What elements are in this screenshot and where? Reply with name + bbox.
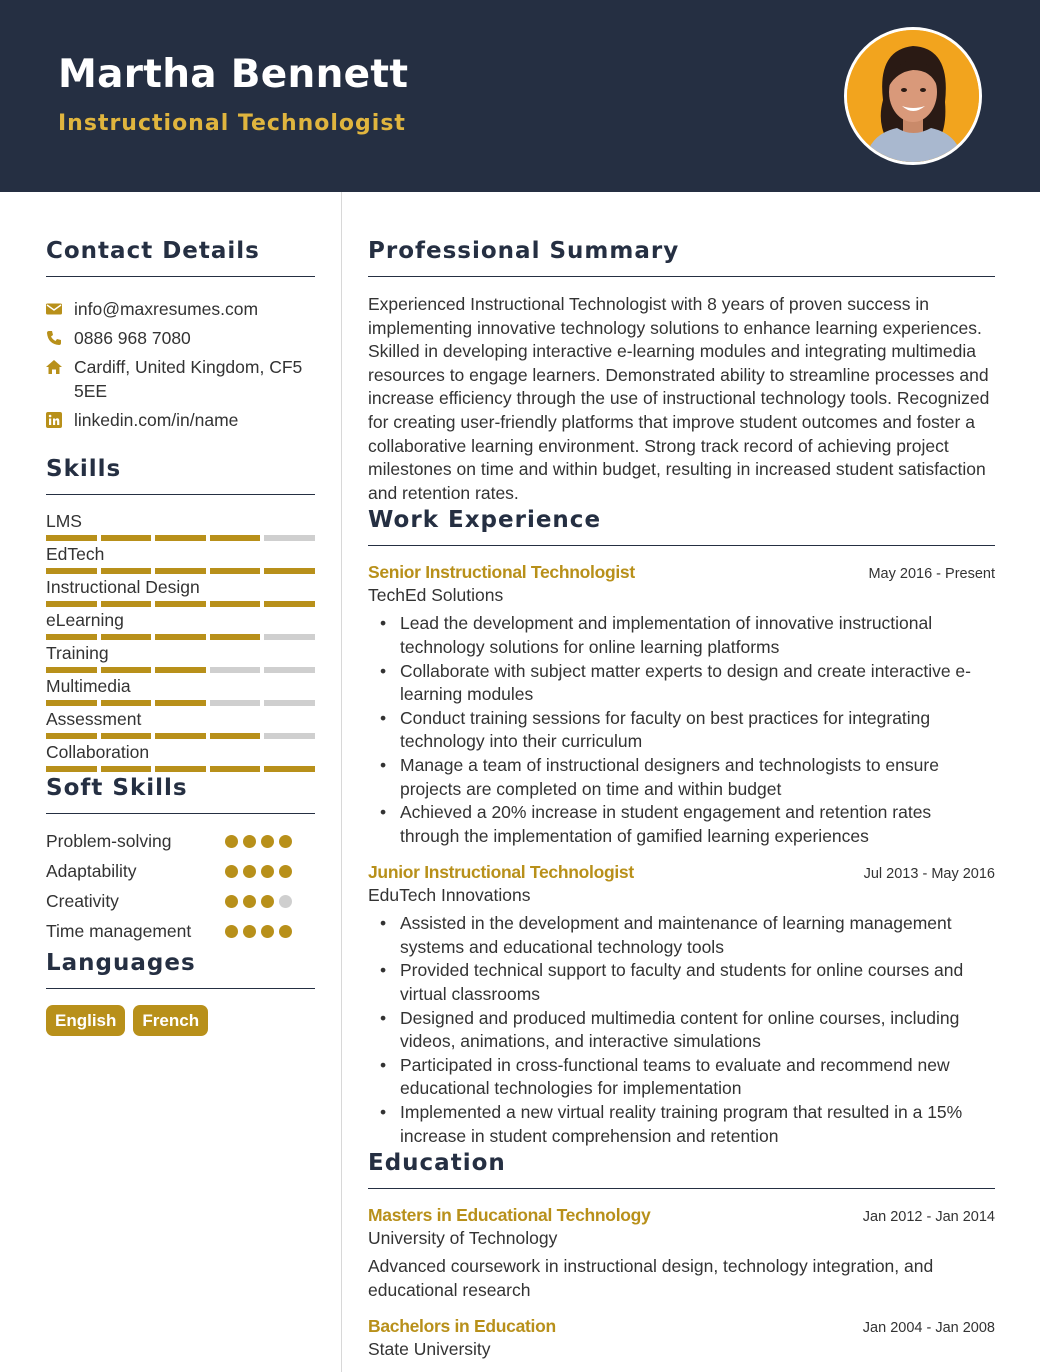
rating-dot xyxy=(225,865,238,878)
skills-list xyxy=(46,511,315,772)
experience-rule xyxy=(368,545,995,546)
soft-skill-item xyxy=(46,860,315,883)
soft-skill-item xyxy=(46,890,315,913)
rating-dot xyxy=(225,925,238,938)
skill-level-segment xyxy=(101,667,152,673)
degree-dates: Jan 2004 - Jan 2008 xyxy=(862,1320,995,1337)
skill-name: LMS xyxy=(46,511,82,531)
skill-level-segment xyxy=(155,733,206,739)
soft-skill-name: Problem-solving xyxy=(46,831,172,851)
summary-heading: Professional Summary xyxy=(368,238,680,264)
skill-level-segment xyxy=(210,667,261,673)
skill-level-segment xyxy=(264,667,315,673)
skill-item xyxy=(46,544,315,574)
skill-level-segment xyxy=(101,733,152,739)
job-dates: Jul 2013 - May 2016 xyxy=(863,866,995,883)
job-bullet: • Conduct training sessions for faculty on best practices for integrating technology into their curriculum xyxy=(368,707,995,754)
education-entry xyxy=(368,1316,995,1360)
skills-heading: Skills xyxy=(46,456,122,482)
skill-level-segment xyxy=(46,766,97,772)
skill-level-segment xyxy=(101,535,152,541)
skill-level-segment xyxy=(210,700,261,706)
skill-level-segment xyxy=(264,700,315,706)
skill-level-segment xyxy=(264,634,315,640)
languages-heading: Languages xyxy=(46,950,196,976)
job-bullet: • Achieved a 20% increase in student engagement and retention rates through the implementation of gamified learning experiences xyxy=(368,801,995,848)
contact-address xyxy=(46,355,315,403)
skill-level-bar xyxy=(46,535,315,541)
degree-title: Bachelors in Education xyxy=(368,1316,556,1337)
degree-description: Advanced coursework in instructional design, technology integration, and educational research xyxy=(368,1256,934,1300)
rating-dot xyxy=(243,865,256,878)
skill-level-segment xyxy=(46,733,97,739)
languages-rule xyxy=(46,988,315,989)
education-entry xyxy=(368,1205,995,1302)
skill-level-segment xyxy=(264,733,315,739)
contact-email-text: info@maxresumes.com xyxy=(74,299,259,319)
experience-section xyxy=(368,507,995,1148)
skill-level-segment xyxy=(264,568,315,574)
skill-name: Instructional Design xyxy=(46,577,200,597)
soft-skills-list xyxy=(46,830,315,943)
skill-name: Multimedia xyxy=(46,676,131,696)
rating-dot xyxy=(279,925,292,938)
education-section xyxy=(368,1150,995,1360)
skill-name: EdTech xyxy=(46,544,105,564)
contact-email xyxy=(46,297,315,321)
rating-dot xyxy=(261,895,274,908)
soft-skill-rating xyxy=(225,830,315,848)
languages-section xyxy=(46,950,315,1036)
skill-level-segment xyxy=(210,733,261,739)
job-bullet: • Implemented a new virtual reality training program that resulted in a 15% increase in student comprehension and retention xyxy=(368,1101,995,1148)
rating-dot xyxy=(279,865,292,878)
experience-heading: Work Experience xyxy=(368,507,602,534)
skill-name: Assessment xyxy=(46,709,142,729)
skill-item xyxy=(46,709,315,739)
job-company: EduTech Innovations xyxy=(368,885,531,906)
contact-address-text: Cardiff, United Kingdom, CF5 5EE xyxy=(74,357,303,401)
soft-skill-name: Time management xyxy=(46,921,192,941)
soft-skill-rating xyxy=(225,920,315,938)
job-bullet: • Designed and produced multimedia content for online courses, including videos, animations, and interactive simulations xyxy=(368,1007,995,1054)
job-company: TechEd Solutions xyxy=(368,585,504,606)
envelope-icon xyxy=(46,297,74,321)
rating-dot xyxy=(225,835,238,848)
job-bullet: • Lead the development and implementation of innovative instructional technology solutions for online learning platforms xyxy=(368,612,995,659)
skill-level-segment xyxy=(155,667,206,673)
skill-level-bar xyxy=(46,601,315,607)
soft-skills-heading: Soft Skills xyxy=(46,775,188,801)
skill-level-bar xyxy=(46,634,315,640)
skill-level-segment xyxy=(155,766,206,772)
skill-item xyxy=(46,610,315,640)
rating-dot xyxy=(261,865,274,878)
skill-item xyxy=(46,643,315,673)
rating-dot xyxy=(261,835,274,848)
portrait-image xyxy=(847,30,979,162)
soft-skills-section xyxy=(46,775,315,943)
contact-phone xyxy=(46,326,315,350)
phone-icon xyxy=(46,326,74,350)
rating-dot xyxy=(243,925,256,938)
skill-name: Training xyxy=(46,643,109,663)
languages-list xyxy=(46,1005,315,1036)
skill-level-segment xyxy=(46,568,97,574)
contact-phone-text: 0886 968 7080 xyxy=(74,328,191,348)
resume-header xyxy=(0,0,1040,192)
home-icon xyxy=(46,355,74,379)
soft-skills-rule xyxy=(46,813,315,814)
skill-level-segment xyxy=(155,601,206,607)
soft-skill-rating xyxy=(225,860,315,878)
summary-text: Experienced Instructional Technologist with 8 years of proven success in implementing innovative technology solutions to enhance learning experiences. Skilled in developing interactive e-learning modules and integrating multimedia resources to engage learners. Demonstrated ability to streamline processes and increase efficiency through the use of instructional technology tools. Recognized for creating user-friendly platforms that improve student outcomes and foster a collaborative learning environment. Strong track record of achieving project milestones on time and within budget, resulting in increased student satisfaction and retention rates. xyxy=(368,294,990,503)
language-badge: English xyxy=(46,1005,125,1036)
skill-level-segment xyxy=(101,601,152,607)
skill-level-segment xyxy=(155,634,206,640)
rating-dot xyxy=(243,835,256,848)
skill-level-bar xyxy=(46,700,315,706)
rating-dot xyxy=(243,895,256,908)
education-heading: Education xyxy=(368,1150,506,1177)
skill-level-segment xyxy=(264,766,315,772)
job-dates: May 2016 - Present xyxy=(868,566,995,583)
rating-dot xyxy=(279,895,292,908)
skill-level-segment xyxy=(46,700,97,706)
linkedin-icon xyxy=(46,408,74,432)
profile-photo xyxy=(844,27,982,165)
skill-level-segment xyxy=(101,700,152,706)
skill-level-segment xyxy=(46,634,97,640)
skill-item xyxy=(46,511,315,541)
column-divider xyxy=(341,192,342,1372)
skill-level-segment xyxy=(155,535,206,541)
job-bullet: • Provided technical support to faculty and students for online courses and virtual classrooms xyxy=(368,959,995,1006)
soft-skill-name: Creativity xyxy=(46,891,119,911)
contact-linkedin xyxy=(46,408,315,432)
skills-section xyxy=(46,456,315,772)
skill-name: eLearning xyxy=(46,610,124,630)
skills-rule xyxy=(46,494,315,495)
skill-level-segment xyxy=(210,601,261,607)
rating-dot xyxy=(279,835,292,848)
school-name: University of Technology xyxy=(368,1228,558,1249)
language-badge: French xyxy=(133,1005,208,1036)
skill-level-segment xyxy=(210,535,261,541)
summary-rule xyxy=(368,276,995,277)
skill-level-segment xyxy=(264,535,315,541)
job-entry xyxy=(368,862,995,1148)
education-rule xyxy=(368,1188,995,1189)
contact-heading: Contact Details xyxy=(46,238,260,264)
skill-name: Collaboration xyxy=(46,742,150,762)
job-bullets xyxy=(368,612,995,848)
skill-level-segment xyxy=(210,766,261,772)
skill-level-segment xyxy=(210,634,261,640)
job-bullet: • Assisted in the development and maintenance of learning management systems and educational technology tools xyxy=(368,912,995,959)
soft-skill-rating xyxy=(225,890,315,908)
candidate-title: Instructional Technologist xyxy=(58,111,406,136)
skill-level-segment xyxy=(46,535,97,541)
skill-level-segment xyxy=(101,766,152,772)
contact-linkedin-text: linkedin.com/in/name xyxy=(74,410,239,430)
skill-level-bar xyxy=(46,766,315,772)
degree-title: Masters in Educational Technology xyxy=(368,1205,651,1226)
rating-dot xyxy=(261,925,274,938)
summary-section xyxy=(368,238,995,505)
skill-item xyxy=(46,742,315,772)
job-entry xyxy=(368,562,995,848)
skill-level-segment xyxy=(210,568,261,574)
degree-dates: Jan 2012 - Jan 2014 xyxy=(862,1209,995,1226)
job-title: Senior Instructional Technologist xyxy=(368,562,635,583)
job-title: Junior Instructional Technologist xyxy=(368,862,634,883)
contact-section xyxy=(46,238,315,432)
skill-level-segment xyxy=(101,634,152,640)
skill-level-bar xyxy=(46,667,315,673)
skill-level-bar xyxy=(46,568,315,574)
skill-level-segment xyxy=(46,667,97,673)
right-column xyxy=(368,192,995,1360)
skill-level-segment xyxy=(264,601,315,607)
soft-skill-item xyxy=(46,920,315,943)
candidate-name: Martha Bennett xyxy=(58,52,409,97)
skill-level-segment xyxy=(155,700,206,706)
skill-level-bar xyxy=(46,733,315,739)
job-bullet: • Collaborate with subject matter experts to design and create interactive e-learning modules xyxy=(368,660,995,707)
left-column xyxy=(46,192,315,1036)
job-bullet: • Manage a team of instructional designers and technologists to ensure projects are completed on time and within budget xyxy=(368,754,995,801)
soft-skill-name: Adaptability xyxy=(46,861,137,881)
soft-skill-item xyxy=(46,830,315,853)
school-name: State University xyxy=(368,1339,491,1360)
skill-level-segment xyxy=(101,568,152,574)
rating-dot xyxy=(225,895,238,908)
job-bullet: • Participated in cross-functional teams to evaluate and recommend new educational technologies for implementation xyxy=(368,1054,995,1101)
skill-item xyxy=(46,676,315,706)
contact-rule xyxy=(46,276,315,277)
job-bullets xyxy=(368,912,995,1148)
skill-level-segment xyxy=(155,568,206,574)
skill-item xyxy=(46,577,315,607)
skill-level-segment xyxy=(46,601,97,607)
